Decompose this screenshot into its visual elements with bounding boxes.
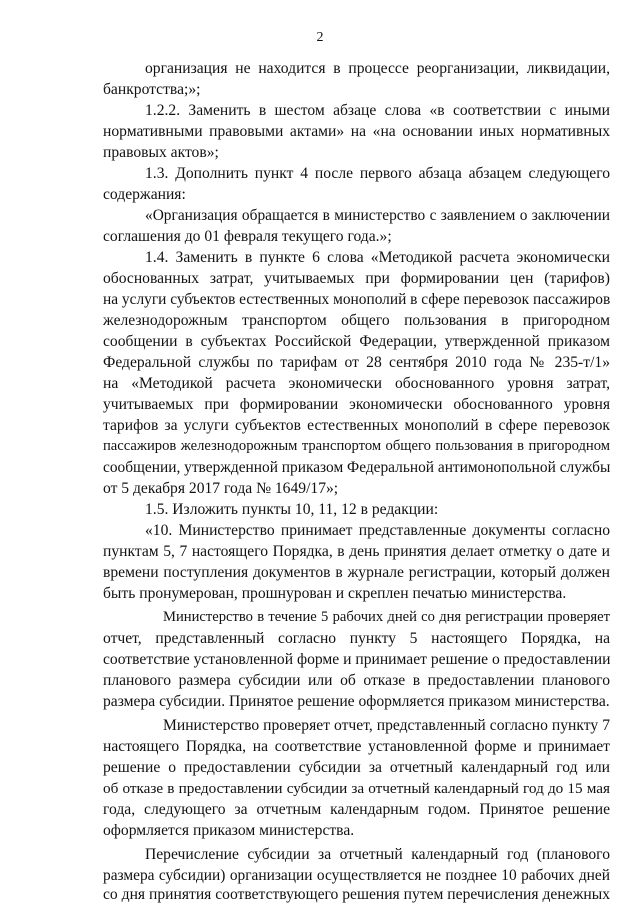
text-line: сообщении в субъектах Российской Федерации, утвержденной приказом bbox=[103, 333, 610, 350]
text-line: «Организация обращается в министерство с заявлением о заключении bbox=[145, 207, 610, 224]
text-line: 1.4. Заменить в пункте 6 слова «Методикой расчета экономически bbox=[145, 249, 610, 266]
page-number: 2 bbox=[316, 30, 324, 45]
text-line: 1.2.2. Заменить в шестом абзаце слова «в соответствии с иными bbox=[145, 102, 610, 119]
text-line: размера субсидии. Принятое решение оформляется приказом министерства. bbox=[103, 693, 610, 710]
text-line: на «Методикой расчета экономически обоснованного уровня затрат, bbox=[103, 375, 610, 392]
text-line: тарифов за услуги субъектов естественных монополий в сфере перевозок bbox=[103, 417, 610, 434]
text-line: года, следующего за отчетным календарным годом. Принятое решение bbox=[103, 801, 610, 818]
text-line: банкротства;»; bbox=[103, 81, 201, 98]
text-line: 1.5. Изложить пункты 10, 11, 12 в редакции: bbox=[145, 501, 439, 518]
text-line: на услуги субъектов естественных монополий в сфере перевозок пассажиров bbox=[103, 291, 611, 308]
text-line: учитываемых при формировании экономически обоснованного уровня bbox=[103, 396, 610, 413]
text-line: Министерство проверяет отчет, представленный согласно пункту 7 bbox=[163, 717, 610, 734]
text-line: нормативными правовыми актами» на «на основании иных нормативных bbox=[103, 123, 610, 140]
text-line: настоящего Порядка, на соответствие установленной форме и принимает bbox=[103, 738, 610, 755]
text-line: соответствие установленной форме и принимает решение о предоставлении bbox=[103, 651, 611, 668]
text-line: Федеральной службы по тарифам от 28 сентября 2010 года № 235-т/1» bbox=[103, 354, 610, 371]
text-line: пунктам 5, 7 настоящего Порядка, в день принятия делает отметку о дате и bbox=[103, 543, 610, 560]
text-line: «10. Министерство принимает представленные документы согласно bbox=[145, 522, 610, 539]
text-line: организация не находится в процессе реорганизации, ликвидации, bbox=[145, 60, 610, 77]
text-line: соглашения до 01 февраля текущего года.»; bbox=[103, 228, 392, 245]
text-line: обоснованных затрат, учитываемых при формировании цен (тарифов) bbox=[103, 270, 610, 287]
text-line: оформляется приказом министерства. bbox=[103, 822, 355, 839]
text-line: решение о предоставлении субсидии за отчетный календарный год или bbox=[103, 759, 610, 776]
text-line: Перечисление субсидии за отчетный календарный год (планового bbox=[145, 846, 610, 863]
text-line: Министерство в течение 5 рабочих дней со дня регистрации проверяет bbox=[163, 609, 610, 625]
text-line: со дня принятия соответствующего решения путем перечисления денежных bbox=[103, 886, 610, 903]
text-line: содержания: bbox=[103, 186, 186, 203]
text-line: времени поступления документов в журнале регистрации, который должен bbox=[103, 564, 610, 581]
text-line: отчет, представленный согласно пункту 5 настоящего Порядка, на bbox=[103, 630, 610, 647]
text-line: железнодорожным транспортом общего пользования в пригородном bbox=[103, 312, 610, 329]
text-line: от 5 декабря 2017 года № 1649/17»; bbox=[103, 480, 339, 497]
text-line: быть пронумерован, прошнурован и скреплен печатью министерства. bbox=[103, 585, 567, 602]
text-line: пассажиров железнодорожным транспортом общего пользования в пригородном bbox=[103, 438, 610, 454]
text-line: сообщении, утвержденной приказом Федеральной антимонопольной службы bbox=[103, 459, 611, 476]
text-line: правовых актов»; bbox=[103, 144, 219, 161]
text-line: об отказе в предоставлении субсидии за отчетный календарный год до 15 мая bbox=[103, 780, 610, 797]
text-line: размера субсидии) организации осуществляется не позднее 10 рабочих дней bbox=[103, 867, 610, 884]
text-line: планового размера субсидии или об отказе в предоставлении планового bbox=[103, 672, 610, 689]
text-line: 1.3. Дополнить пункт 4 после первого абзаца абзацем следующего bbox=[145, 165, 610, 182]
